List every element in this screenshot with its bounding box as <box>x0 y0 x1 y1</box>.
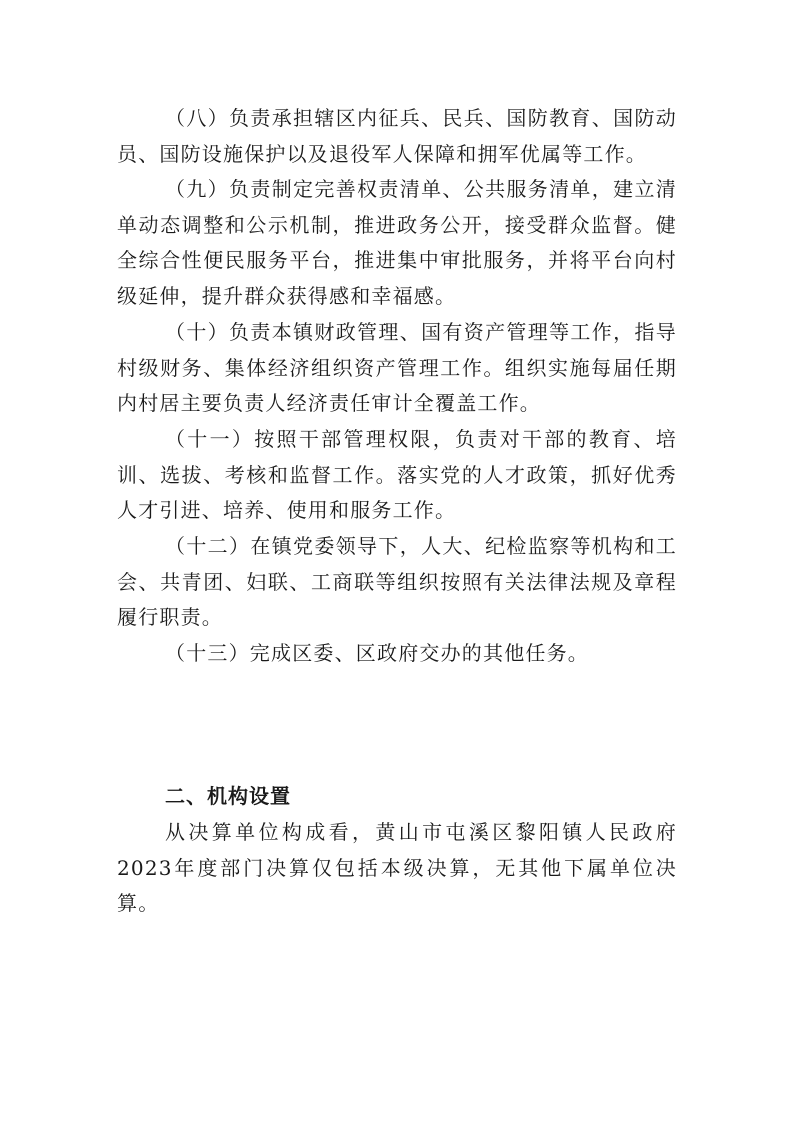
paragraph-duty-8: （八）负责承担辖区内征兵、民兵、国防教育、国防动员、国防设施保护以及退役军人保障和拥军优属等工作。 <box>117 106 677 166</box>
paragraph-duty-12: （十二）在镇党委领导下，人大、纪检监察等机构和工会、共青团、妇联、工商联等组织按照有关法律法规及章程履行职责。 <box>117 534 677 629</box>
paragraph-duty-11: （十一）按照干部管理权限，负责对干部的教育、培训、选拔、考核和监督工作。落实党的人才政策，抓好优秀人才引进、培养、使用和服务工作。 <box>117 427 677 522</box>
paragraph-duty-13: （十三）完成区委、区政府交办的其他任务。 <box>165 641 589 665</box>
section-heading-org-setup: 二、机构设置 <box>165 784 291 808</box>
paragraph-duty-9: （九）负责制定完善权责清单、公共服务清单，建立清单动态调整和公示机制，推进政务公开，接受群众监督。健全综合性便民服务平台，推进集中审批服务，并将平台向村级延伸，提升群众获得感和幸福感。 <box>117 177 677 308</box>
paragraph-org-setup: 从决算单位构成看，黄山市屯溪区黎阳镇人民政府2023年度部门决算仅包括本级决算，无其他下属单位决算。 <box>117 820 677 915</box>
paragraph-duty-10: （十）负责本镇财政管理、国有资产管理等工作，指导村级财务、集体经济组织资产管理工作。组织实施每届任期内村居主要负责人经济责任审计全覆盖工作。 <box>117 320 677 415</box>
